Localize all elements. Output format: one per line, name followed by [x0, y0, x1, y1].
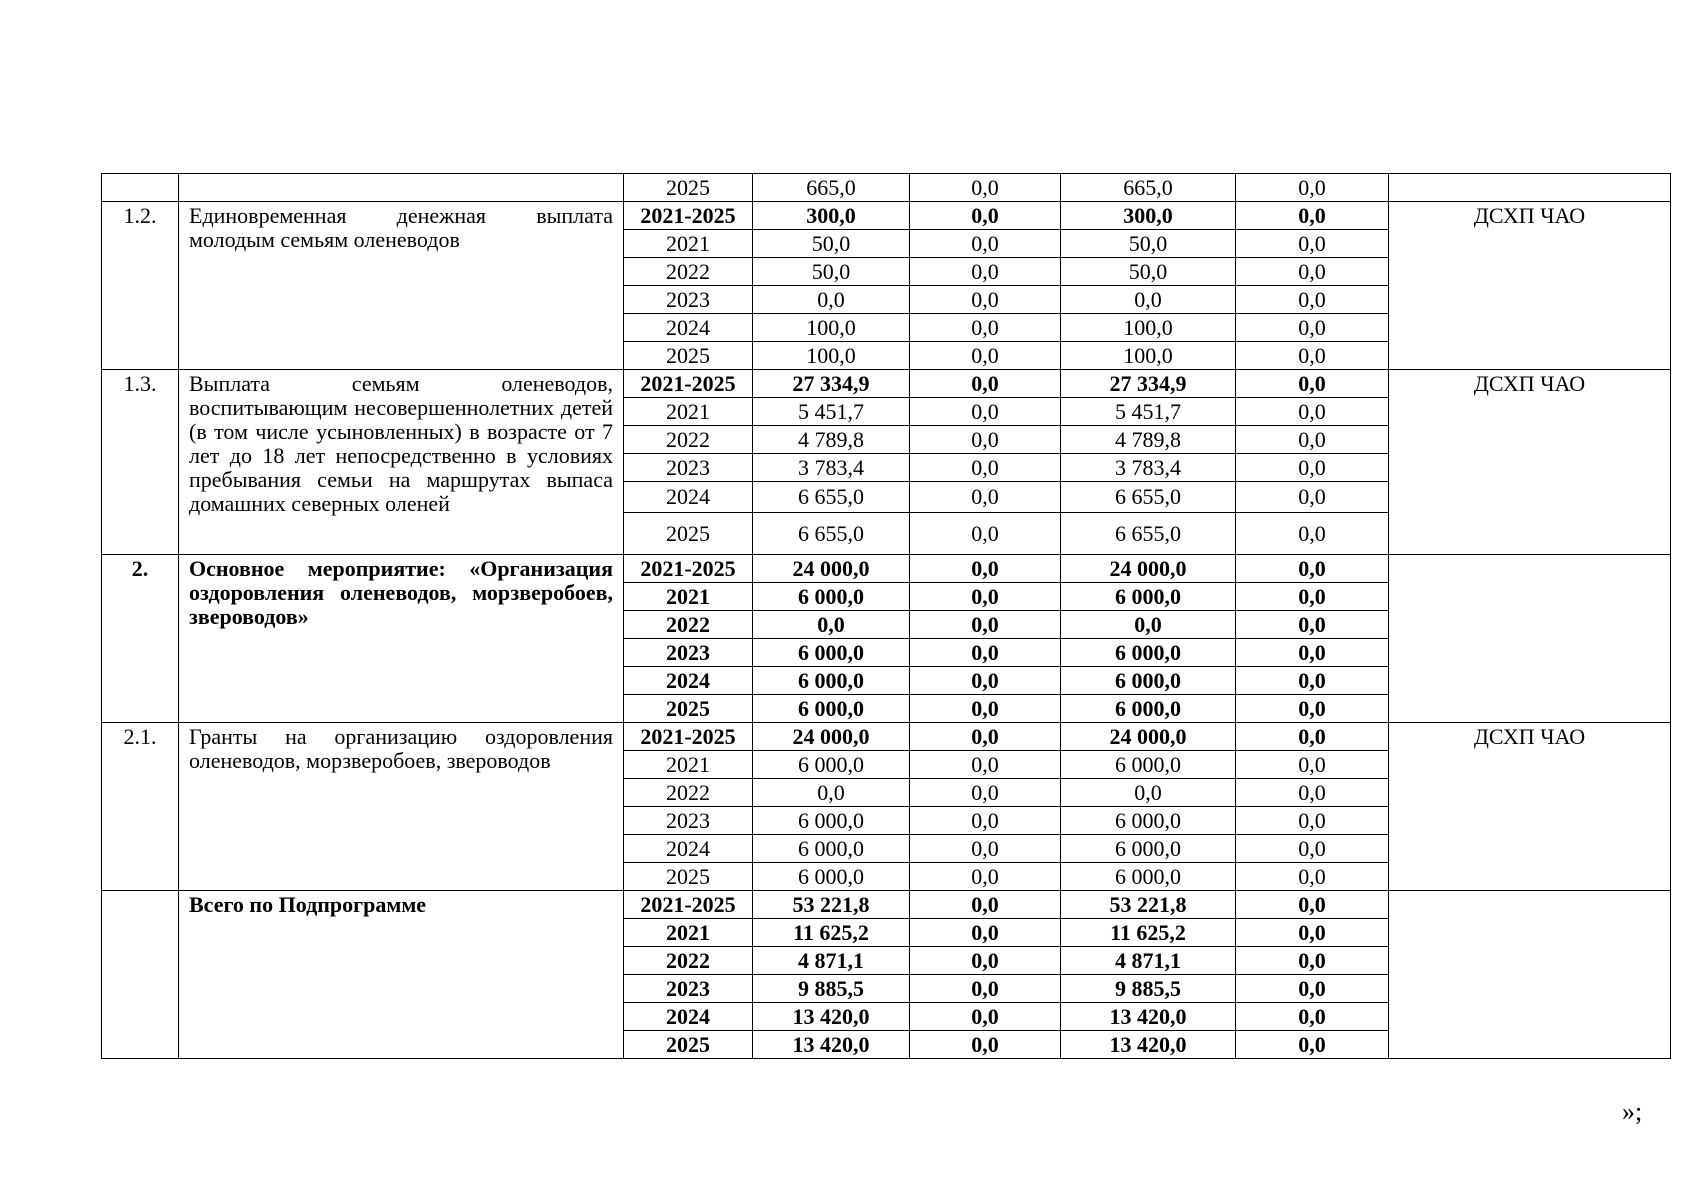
- total-amount-cell: 665,0: [753, 174, 910, 202]
- row-number-cell: 1.3.: [102, 370, 179, 555]
- regional-budget-cell: 27 334,9: [1061, 370, 1236, 398]
- other-sources-cell: 0,0: [1236, 667, 1389, 695]
- total-amount-cell: 0,0: [753, 779, 910, 807]
- other-sources-cell: 0,0: [1236, 286, 1389, 314]
- regional-budget-cell: 24 000,0: [1061, 723, 1236, 751]
- budget-table: [101, 173, 1671, 1059]
- other-sources-cell: 0,0: [1236, 342, 1389, 370]
- total-amount-cell: 300,0: [753, 202, 910, 230]
- total-amount-cell: 6 000,0: [753, 639, 910, 667]
- year-cell: 2024: [624, 314, 753, 342]
- total-amount-cell: 4 789,8: [753, 426, 910, 454]
- other-sources-cell: 0,0: [1236, 482, 1389, 513]
- other-sources-cell: 0,0: [1236, 975, 1389, 1003]
- federal-budget-cell: 0,0: [910, 202, 1061, 230]
- regional-budget-cell: 9 885,5: [1061, 975, 1236, 1003]
- regional-budget-cell: 6 000,0: [1061, 751, 1236, 779]
- year-cell: 2024: [624, 667, 753, 695]
- regional-budget-cell: 6 655,0: [1061, 482, 1236, 513]
- responsible-executor-cell: [1389, 555, 1671, 723]
- total-amount-cell: 11 625,2: [753, 919, 910, 947]
- year-cell: 2024: [624, 1003, 753, 1031]
- other-sources-cell: 0,0: [1236, 513, 1389, 555]
- regional-budget-cell: 100,0: [1061, 314, 1236, 342]
- total-amount-cell: 24 000,0: [753, 555, 910, 583]
- table-row: [102, 891, 1671, 919]
- federal-budget-cell: 0,0: [910, 807, 1061, 835]
- federal-budget-cell: 0,0: [910, 230, 1061, 258]
- year-cell: 2025: [624, 342, 753, 370]
- other-sources-cell: 0,0: [1236, 611, 1389, 639]
- year-cell: 2022: [624, 258, 753, 286]
- total-amount-cell: 24 000,0: [753, 723, 910, 751]
- year-cell: 2022: [624, 779, 753, 807]
- year-cell: 2021-2025: [624, 202, 753, 230]
- regional-budget-cell: 24 000,0: [1061, 555, 1236, 583]
- measure-name-cell: Выплата семьям оленеводов, воспитывающим несовершеннолетних детей (в том числе усыновленных) в возрасте от 7 лет до 18 лет непосредственно в условиях пребывания семьи на маршрутах выпаса домашних северных оленей: [179, 370, 624, 555]
- total-amount-cell: 3 783,4: [753, 454, 910, 482]
- federal-budget-cell: 0,0: [910, 174, 1061, 202]
- year-cell: 2023: [624, 975, 753, 1003]
- row-number-cell: [102, 174, 179, 202]
- year-cell: 2021: [624, 398, 753, 426]
- total-amount-cell: 6 000,0: [753, 835, 910, 863]
- other-sources-cell: 0,0: [1236, 454, 1389, 482]
- federal-budget-cell: 0,0: [910, 779, 1061, 807]
- federal-budget-cell: 0,0: [910, 919, 1061, 947]
- federal-budget-cell: 0,0: [910, 723, 1061, 751]
- regional-budget-cell: 11 625,2: [1061, 919, 1236, 947]
- other-sources-cell: 0,0: [1236, 555, 1389, 583]
- responsible-cell: [1389, 174, 1671, 202]
- federal-budget-cell: 0,0: [910, 583, 1061, 611]
- measure-name-cell: Основное мероприятие: «Организация оздоровления оленеводов, морзверобоев, звероводов»: [179, 555, 624, 723]
- year-cell: 2025: [624, 513, 753, 555]
- year-cell: 2025: [624, 1031, 753, 1059]
- year-cell: 2022: [624, 426, 753, 454]
- regional-budget-cell: 4 789,8: [1061, 426, 1236, 454]
- federal-budget-cell: 0,0: [910, 611, 1061, 639]
- total-amount-cell: 13 420,0: [753, 1003, 910, 1031]
- total-amount-cell: 6 655,0: [753, 513, 910, 555]
- other-sources-cell: 0,0: [1236, 639, 1389, 667]
- total-amount-cell: 50,0: [753, 230, 910, 258]
- year-cell: 2021: [624, 919, 753, 947]
- other-sources-cell: 0,0: [1236, 807, 1389, 835]
- total-amount-cell: 0,0: [753, 286, 910, 314]
- total-amount-cell: 6 000,0: [753, 751, 910, 779]
- row-number-cell: [102, 891, 179, 1059]
- federal-budget-cell: 0,0: [910, 1031, 1061, 1059]
- regional-budget-cell: 0,0: [1061, 611, 1236, 639]
- table-row: [102, 202, 1671, 230]
- measure-name-cell: Единовременная денежная выплата молодым семьям оленеводов: [179, 202, 624, 370]
- regional-budget-cell: 100,0: [1061, 342, 1236, 370]
- total-amount-cell: 0,0: [753, 611, 910, 639]
- total-amount-cell: 4 871,1: [753, 947, 910, 975]
- federal-budget-cell: 0,0: [910, 370, 1061, 398]
- table-row: [102, 174, 1671, 202]
- federal-budget-cell: 0,0: [910, 314, 1061, 342]
- federal-budget-cell: 0,0: [910, 286, 1061, 314]
- other-sources-cell: 0,0: [1236, 426, 1389, 454]
- row-number-cell: 2.1.: [102, 723, 179, 891]
- year-cell: 2021-2025: [624, 723, 753, 751]
- year-cell: 2022: [624, 611, 753, 639]
- measure-name-cell: Всего по Подпрограмме: [179, 891, 624, 1059]
- other-sources-cell: 0,0: [1236, 258, 1389, 286]
- year-cell: 2021-2025: [624, 891, 753, 919]
- federal-budget-cell: 0,0: [910, 891, 1061, 919]
- regional-budget-cell: 0,0: [1061, 779, 1236, 807]
- year-cell: 2021: [624, 583, 753, 611]
- closing-quote-mark: »;: [1622, 1097, 1643, 1126]
- year-cell: 2023: [624, 454, 753, 482]
- total-amount-cell: 6 000,0: [753, 583, 910, 611]
- other-sources-cell: 0,0: [1236, 723, 1389, 751]
- federal-budget-cell: 0,0: [910, 258, 1061, 286]
- regional-budget-cell: 6 000,0: [1061, 667, 1236, 695]
- total-amount-cell: 6 000,0: [753, 807, 910, 835]
- table-body: [102, 174, 1671, 1059]
- year-cell: 2023: [624, 639, 753, 667]
- other-sources-cell: 0,0: [1236, 751, 1389, 779]
- total-amount-cell: 6 000,0: [753, 863, 910, 891]
- federal-budget-cell: 0,0: [910, 555, 1061, 583]
- regional-budget-cell: 3 783,4: [1061, 454, 1236, 482]
- responsible-executor-cell: ДСХП ЧАО: [1389, 370, 1671, 555]
- responsible-executor-cell: ДСХП ЧАО: [1389, 723, 1671, 891]
- regional-budget-cell: 4 871,1: [1061, 947, 1236, 975]
- total-amount-cell: 100,0: [753, 342, 910, 370]
- other-sources-cell: 0,0: [1236, 1031, 1389, 1059]
- other-sources-cell: 0,0: [1236, 202, 1389, 230]
- other-sources-cell: 0,0: [1236, 919, 1389, 947]
- total-amount-cell: 27 334,9: [753, 370, 910, 398]
- regional-budget-cell: 665,0: [1061, 174, 1236, 202]
- federal-budget-cell: 0,0: [910, 454, 1061, 482]
- total-amount-cell: 6 000,0: [753, 695, 910, 723]
- total-amount-cell: 100,0: [753, 314, 910, 342]
- other-sources-cell: 0,0: [1236, 779, 1389, 807]
- other-sources-cell: 0,0: [1236, 891, 1389, 919]
- federal-budget-cell: 0,0: [910, 695, 1061, 723]
- other-sources-cell: 0,0: [1236, 835, 1389, 863]
- year-cell: 2024: [624, 835, 753, 863]
- total-amount-cell: 6 655,0: [753, 482, 910, 513]
- federal-budget-cell: 0,0: [910, 1003, 1061, 1031]
- other-sources-cell: 0,0: [1236, 174, 1389, 202]
- other-sources-cell: 0,0: [1236, 398, 1389, 426]
- total-amount-cell: 5 451,7: [753, 398, 910, 426]
- measure-name-cell: Гранты на организацию оздоровления оленеводов, морзверобоев, звероводов: [179, 723, 624, 891]
- year-cell: 2023: [624, 286, 753, 314]
- other-sources-cell: 0,0: [1236, 695, 1389, 723]
- table-row: [102, 370, 1671, 398]
- federal-budget-cell: 0,0: [910, 947, 1061, 975]
- federal-budget-cell: 0,0: [910, 342, 1061, 370]
- year-cell: 2023: [624, 807, 753, 835]
- regional-budget-cell: 50,0: [1061, 258, 1236, 286]
- regional-budget-cell: 6 655,0: [1061, 513, 1236, 555]
- year-cell: 2025: [624, 863, 753, 891]
- other-sources-cell: 0,0: [1236, 230, 1389, 258]
- regional-budget-cell: 6 000,0: [1061, 807, 1236, 835]
- federal-budget-cell: 0,0: [910, 975, 1061, 1003]
- measure-name-cell: [179, 174, 624, 202]
- federal-budget-cell: 0,0: [910, 398, 1061, 426]
- regional-budget-cell: 6 000,0: [1061, 639, 1236, 667]
- year-cell: 2025: [624, 174, 753, 202]
- table-row: [102, 555, 1671, 583]
- year-cell: 2022: [624, 947, 753, 975]
- federal-budget-cell: 0,0: [910, 639, 1061, 667]
- regional-budget-cell: 13 420,0: [1061, 1003, 1236, 1031]
- regional-budget-cell: 6 000,0: [1061, 583, 1236, 611]
- total-amount-cell: 9 885,5: [753, 975, 910, 1003]
- row-number-cell: 1.2.: [102, 202, 179, 370]
- federal-budget-cell: 0,0: [910, 667, 1061, 695]
- regional-budget-cell: 53 221,8: [1061, 891, 1236, 919]
- federal-budget-cell: 0,0: [910, 513, 1061, 555]
- regional-budget-cell: 300,0: [1061, 202, 1236, 230]
- year-cell: 2025: [624, 695, 753, 723]
- federal-budget-cell: 0,0: [910, 751, 1061, 779]
- regional-budget-cell: 6 000,0: [1061, 835, 1236, 863]
- table-row: [102, 723, 1671, 751]
- regional-budget-cell: 5 451,7: [1061, 398, 1236, 426]
- total-amount-cell: 13 420,0: [753, 1031, 910, 1059]
- year-cell: 2021: [624, 230, 753, 258]
- other-sources-cell: 0,0: [1236, 947, 1389, 975]
- other-sources-cell: 0,0: [1236, 370, 1389, 398]
- other-sources-cell: 0,0: [1236, 1003, 1389, 1031]
- total-amount-cell: 50,0: [753, 258, 910, 286]
- other-sources-cell: 0,0: [1236, 583, 1389, 611]
- row-number-cell: 2.: [102, 555, 179, 723]
- federal-budget-cell: 0,0: [910, 482, 1061, 513]
- federal-budget-cell: 0,0: [910, 835, 1061, 863]
- year-cell: 2024: [624, 482, 753, 513]
- regional-budget-cell: 6 000,0: [1061, 695, 1236, 723]
- responsible-executor-cell: ДСХП ЧАО: [1389, 202, 1671, 370]
- year-cell: 2021: [624, 751, 753, 779]
- responsible-executor-cell: [1389, 891, 1671, 1059]
- total-amount-cell: 53 221,8: [753, 891, 910, 919]
- year-cell: 2021-2025: [624, 370, 753, 398]
- regional-budget-cell: 50,0: [1061, 230, 1236, 258]
- federal-budget-cell: 0,0: [910, 426, 1061, 454]
- year-cell: 2021-2025: [624, 555, 753, 583]
- federal-budget-cell: 0,0: [910, 863, 1061, 891]
- regional-budget-cell: 6 000,0: [1061, 863, 1236, 891]
- other-sources-cell: 0,0: [1236, 314, 1389, 342]
- regional-budget-cell: 0,0: [1061, 286, 1236, 314]
- other-sources-cell: 0,0: [1236, 863, 1389, 891]
- regional-budget-cell: 13 420,0: [1061, 1031, 1236, 1059]
- total-amount-cell: 6 000,0: [753, 667, 910, 695]
